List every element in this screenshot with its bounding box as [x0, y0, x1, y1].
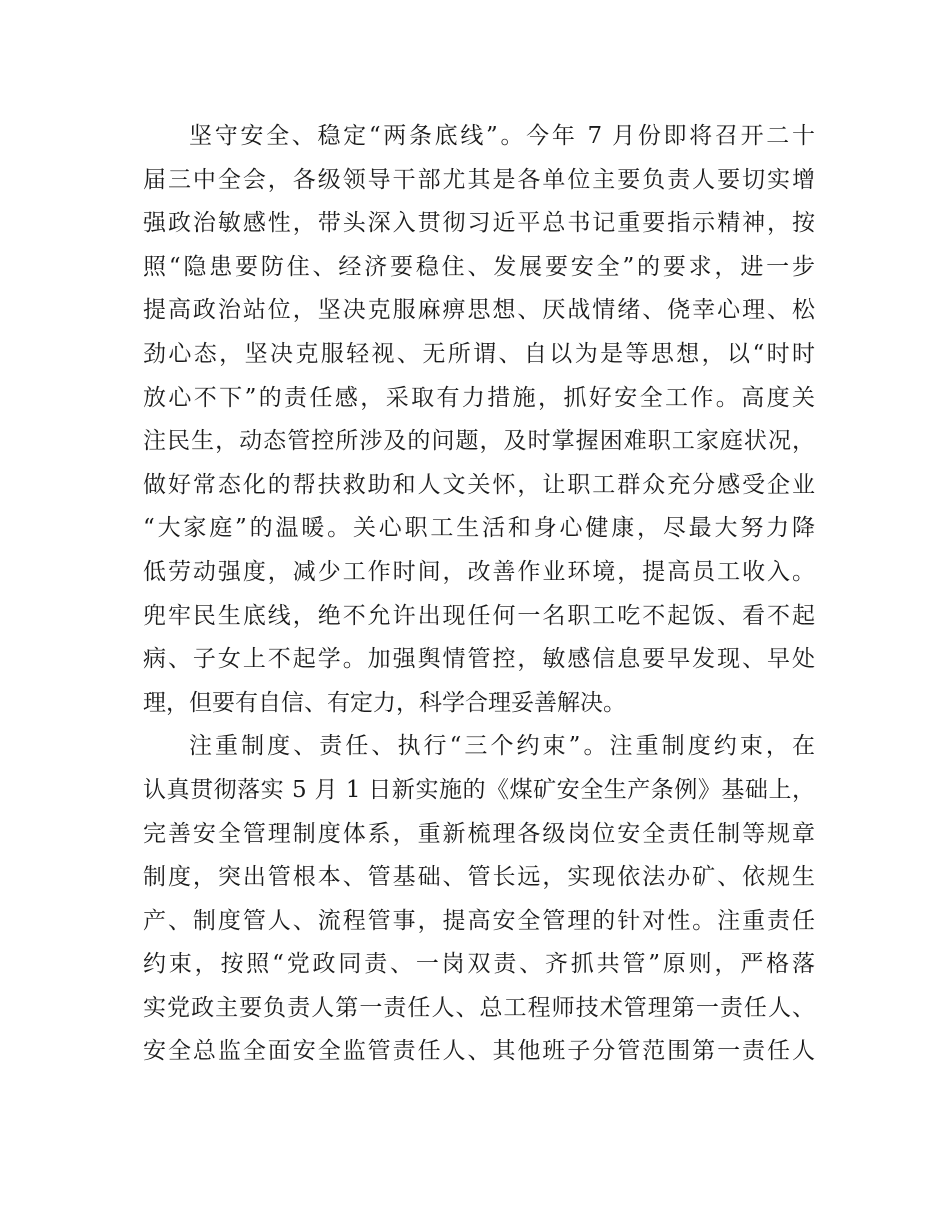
text-line: 劲心态，坚决克服轻视、无所谓、自以为是等思想，以“时时 [143, 340, 815, 367]
text-line: 约束，按照“党政同责、一岗双责、齐抓共管”原则，严格落 [143, 951, 815, 978]
text-line: 强政治敏感性，带头深入贯彻习近平总书记重要指示精神，按 [143, 210, 815, 237]
text-line: 制度，突出管根本、管基础、管长远，实现依法办矿、依规生 [143, 864, 815, 891]
text-line: 实党政主要负责人第一责任人、总工程师技术管理第一责任人、 [143, 994, 815, 1021]
text-line: 放心不下”的责任感，采取有力措施，抓好安全工作。高度关 [143, 384, 815, 411]
text-line: 兜牢民生底线，绝不允许出现任何一名职工吃不起饭、看不起 [143, 602, 815, 629]
document-page [143, 115, 815, 1074]
text-line: 完善安全管理制度体系，重新梳理各级岗位安全责任制等规章 [143, 820, 815, 847]
text-line: 注民生，动态管控所涉及的问题，及时掌握困难职工家庭状况， [143, 428, 815, 455]
text-line: 届三中全会，各级领导干部尤其是各单位主要负责人要切实增 [143, 166, 815, 193]
text-line: 理，但要有自信、有定力，科学合理妥善解决。 [143, 689, 626, 716]
text-line: 做好常态化的帮扶救助和人文关怀，让职工群众充分感受企业 [143, 471, 815, 498]
text-line: “大家庭”的温暖。关心职工生活和身心健康，尽最大努力降 [143, 515, 815, 542]
text-line: 照“隐患要防住、经济要稳住、发展要安全”的要求，进一步 [143, 253, 815, 280]
text-line: 认真贯彻落实 5 月 1 日新实施的《煤矿安全生产条例》基础上， [143, 776, 815, 803]
text-line: 低劳动强度，减少工作时间，改善作业环境，提高员工收入。 [143, 558, 815, 585]
text-line: 产、制度管人、流程管事，提高安全管理的针对性。注重责任 [143, 907, 815, 934]
text-line: 病、子女上不起学。加强舆情管控，敏感信息要早发现、早处 [143, 646, 815, 673]
paragraph-two-bottom-lines [143, 115, 815, 725]
text-line: 坚守安全、稳定“两条底线”。今年 7 月份即将召开二十 [189, 123, 815, 149]
text-line: 注重制度、责任、执行“三个约束”。注重制度约束，在 [189, 733, 815, 760]
paragraph-three-constraints [143, 725, 815, 1074]
text-line: 安全总监全面安全监管责任人、其他班子分管范围第一责任人 [143, 1038, 815, 1065]
text-line: 提高政治站位，坚决克服麻痹思想、厌战情绪、侥幸心理、松 [143, 297, 815, 324]
